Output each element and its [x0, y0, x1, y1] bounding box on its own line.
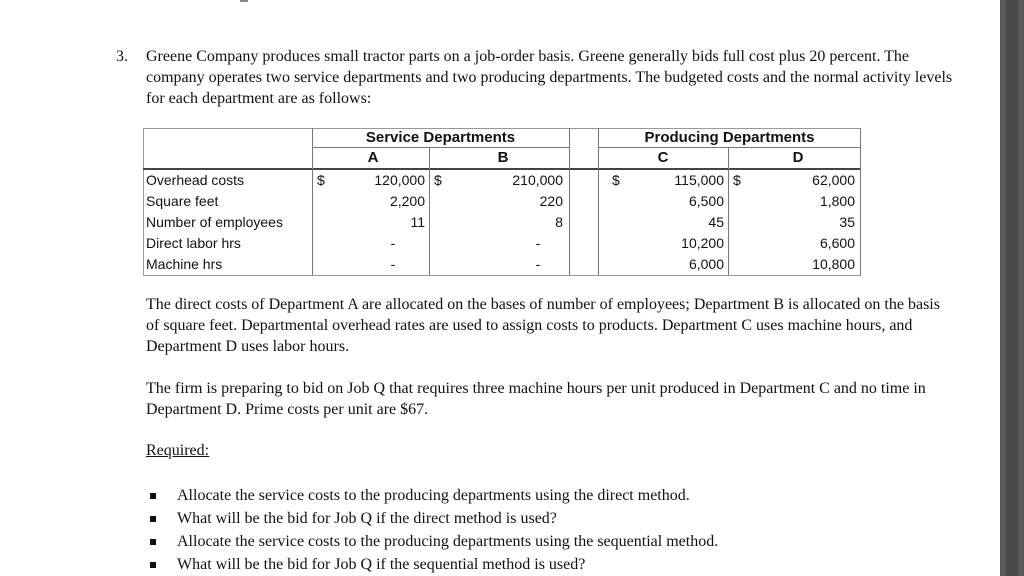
required-heading: Required: [146, 442, 210, 459]
list-item-text: What will be the bid for Job Q if the sequential method is used? [177, 556, 586, 573]
list-item [146, 507, 718, 530]
page-top-mark [240, 0, 248, 2]
currency-sign: $ [733, 172, 741, 188]
cell-a: 2,200 [389, 193, 425, 209]
scrollbar-track[interactable] [1006, 0, 1018, 576]
col-divider [312, 128, 313, 275]
col-divider [569, 128, 570, 275]
cell-b: 210,000 [512, 172, 563, 188]
header-bottom-rule [143, 168, 861, 170]
cell-b: - [535, 256, 541, 272]
col-d-header: D [792, 149, 804, 166]
table-row-label: Square feet [146, 193, 219, 209]
cell-d: 35 [839, 214, 855, 230]
cell-a: - [390, 235, 396, 251]
cell-b: 220 [539, 193, 563, 209]
table-row-label: Machine hrs [146, 256, 223, 272]
cell-c: 6,000 [688, 256, 724, 272]
col-divider [598, 128, 599, 275]
cell-c: 10,200 [681, 235, 724, 251]
list-item [146, 530, 718, 553]
list-item-text: Allocate the service costs to the producing departments using the sequential method. [177, 533, 719, 550]
col-a-header: A [367, 149, 379, 166]
table-row-label: Direct labor hrs [146, 235, 241, 251]
cell-d: 62,000 [812, 172, 855, 188]
list-item [146, 553, 718, 576]
col-b-header: B [497, 149, 509, 166]
currency-sign: $ [434, 172, 442, 188]
bullet-square-icon [150, 562, 156, 568]
cell-c: 6,500 [688, 193, 724, 209]
col-c-header: C [657, 149, 669, 166]
producing-header-rule [598, 147, 861, 148]
list-item [146, 484, 718, 507]
currency-sign: $ [612, 172, 620, 188]
cell-a: 11 [410, 214, 425, 230]
cell-b: 8 [555, 214, 563, 230]
job-q-paragraph: The firm is preparing to bid on Job Q that requires three machine hours per unit produced in Department C and no time in Department D. Prime costs per unit are $67. [146, 380, 926, 418]
service-header-rule [312, 147, 569, 148]
question-intro: Greene Company produces small tractor parts on a job-order basis. Greene generally bids full cost plus 20 percent. The company operates two service departments and two producing departments. The budgeted costs and the normal activity levels for each department are as follows: [146, 48, 953, 107]
cell-a: - [390, 256, 396, 272]
requirements-list [146, 484, 718, 576]
currency-sign: $ [317, 172, 325, 188]
list-item-text: Allocate the service costs to the producing departments using the direct method. [177, 487, 690, 504]
service-departments-header: Service Departments [365, 129, 516, 146]
cell-c: 115,000 [674, 172, 724, 188]
cell-a: 120,000 [374, 172, 425, 188]
producing-departments-header: Producing Departments [644, 129, 815, 146]
col-divider [728, 148, 729, 275]
vertical-scrollbar[interactable] [1000, 0, 1024, 576]
question-number: 3. [116, 48, 128, 65]
table-row-label: Overhead costs [146, 172, 245, 188]
col-divider [860, 128, 861, 275]
cell-c: 45 [708, 214, 724, 230]
list-item-text: What will be the bid for Job Q if the direct method is used? [177, 510, 557, 527]
table-row-label: Number of employees [146, 214, 283, 230]
cell-d: 10,800 [812, 256, 855, 272]
cell-b: - [535, 235, 541, 251]
bullet-square-icon [150, 493, 156, 499]
cell-d: 1,800 [819, 193, 855, 209]
cost-table [143, 128, 861, 276]
bullet-square-icon [150, 516, 156, 522]
cell-d: 6,600 [819, 235, 855, 251]
allocation-paragraph: The direct costs of Department A are allocated on the bases of number of employees; Department B is allocated on the basis of square feet. Departmental overhead rates are used to assign costs to products. Department C uses machine hours, and Department D uses labor hours. [146, 296, 940, 355]
col-divider [429, 148, 430, 275]
bullet-square-icon [150, 539, 156, 545]
